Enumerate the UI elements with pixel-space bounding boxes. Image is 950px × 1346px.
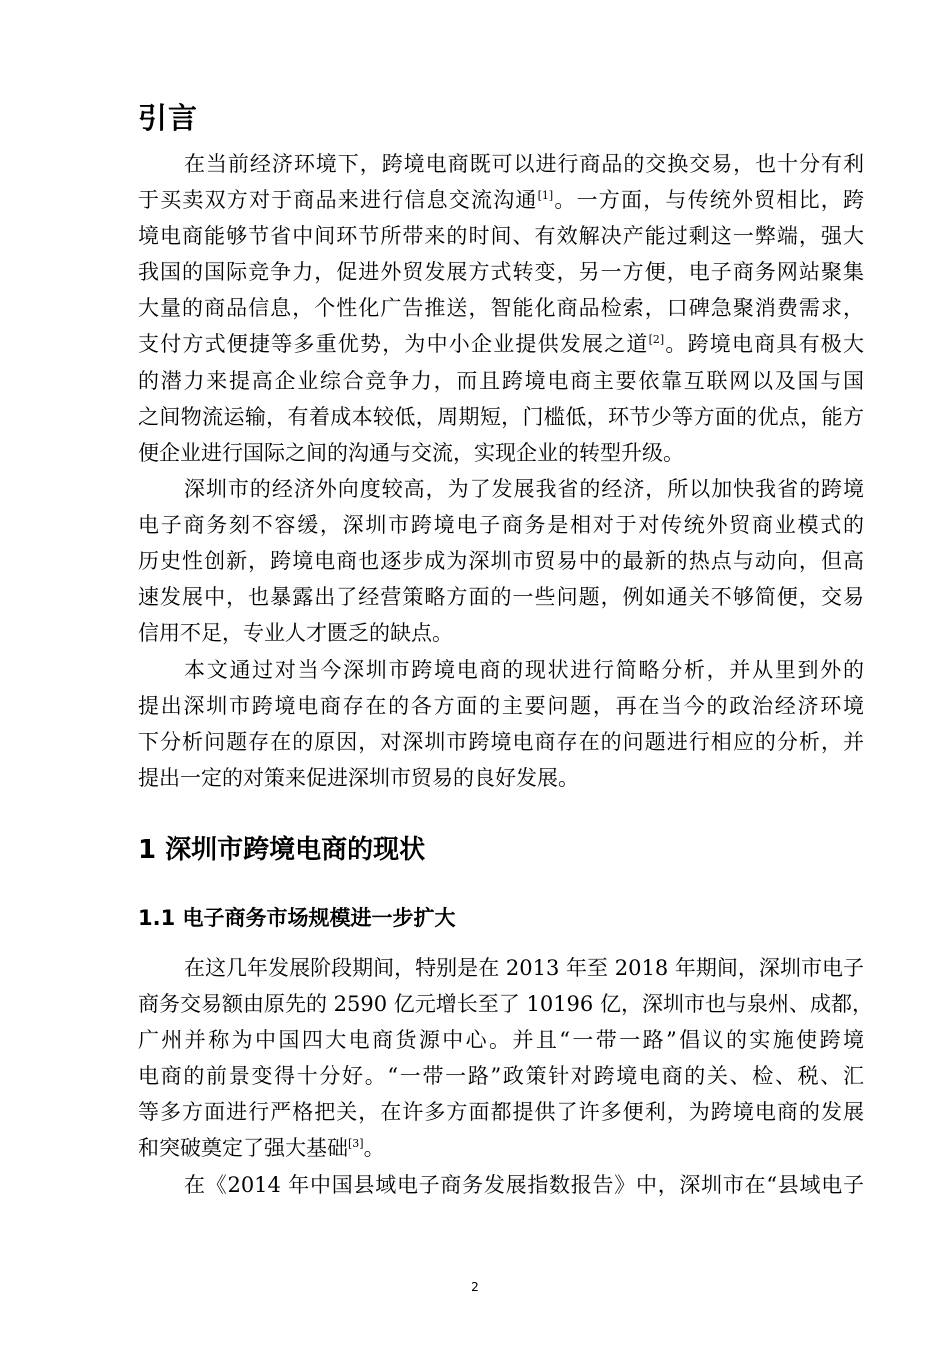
intro-paragraph-2: [138, 471, 864, 651]
section-paragraph-1: [138, 950, 873, 1167]
intro-paragraph-3: [138, 652, 864, 796]
text-line: 本文通过对当今深圳市跨境电商的现状进行简略分析，并从里到外的: [184, 658, 864, 682]
text-line: 和突破奠定了强大基础[3]。: [138, 1136, 385, 1161]
citation-ref-3[interactable]: [3]: [348, 1137, 364, 1151]
text-line: 历史性创新，跨境电商也逐步成为深圳市贸易中的最新的热点与动向，但高: [138, 549, 864, 574]
text-line: 广州并称为中国四大电商货源中心。并且“一带一路”倡议的实施使跨境: [138, 1028, 864, 1053]
text-line: 速发展中，也暴露出了经营策略方面的一些问题，例如通关不够简便，交易: [138, 585, 864, 610]
text-line: 提出一定的对策来促进深圳市贸易的良好发展。: [138, 766, 579, 791]
citation-ref-1[interactable]: [1]: [537, 189, 554, 203]
section-paragraph-2: [138, 1167, 864, 1203]
text-line: 于买卖双方对于商品来进行信息交流沟通[1]。一方面，与传统外贸相比，跨: [138, 188, 865, 213]
subsection-heading: 1.1 电子商务市场规模进一步扩大: [138, 906, 456, 930]
text-line: 支付方式便捷等多重优势，为中小企业提供发展之道[2]。跨境电商具有极大: [138, 332, 865, 357]
text-line: 提出深圳市跨境电商存在的各方面的主要问题，再在当今的政治经济环境: [138, 694, 864, 719]
text-line: 我国的国际竞争力，促进外贸发展方式转变，另一方便，电子商务网站聚集: [138, 260, 864, 285]
section-heading: 1 深圳市跨境电商的现状: [138, 835, 426, 865]
citation-ref-2[interactable]: [2]: [648, 333, 665, 347]
text-line: 在《2014 年中国县域电子商务发展指数报告》中，深圳市在“县域电子: [184, 1173, 864, 1197]
page-title: 引言: [138, 101, 199, 135]
intro-paragraph-1: [138, 146, 864, 471]
text-line: 在当前经济环境下，跨境电商既可以进行商品的交换交易，也十分有利: [184, 152, 864, 176]
text-line: 信用不足，专业人才匮乏的缺点。: [138, 621, 453, 646]
text-line: 境电商能够节省中间环节所带来的时间、有效解决产能过剩这一弊端，强大: [138, 224, 864, 249]
text-line: 便企业进行国际之间的沟通与交流，实现企业的转型升级。: [138, 440, 684, 465]
text-line: 在这几年发展阶段期间，特别是在 2013 年至 2018 年期间，深圳市电子: [184, 956, 864, 980]
text-line: 的潜力来提高企业综合竞争力，而且跨境电商主要依靠互联网以及国与国: [138, 368, 864, 393]
text-line: 大量的商品信息，个性化广告推送，智能化商品检索，口碑急聚消费需求，: [138, 296, 864, 321]
text-line: 等多方面进行严格把关，在许多方面都提供了许多便利，为跨境电商的发展: [138, 1100, 864, 1125]
text-line: 深圳市的经济外向度较高，为了发展我省的经济，所以加快我省的跨境: [184, 477, 864, 501]
text-line: 电子商务刻不容缓，深圳市跨境电子商务是相对于对传统外贸商业模式的: [138, 513, 864, 538]
text-line: 之间物流运输，有着成本较低，周期短，门槛低，环节少等方面的优点，能方: [138, 404, 864, 429]
page-number: 2: [471, 1280, 479, 1294]
text-line: 下分析问题存在的原因，对深圳市跨境电商存在的问题进行相应的分析，并: [138, 730, 864, 755]
text-line: 电商的前景变得十分好。“一带一路”政策针对跨境电商的关、检、税、汇: [138, 1064, 864, 1089]
text-line: 商务交易额由原先的 2590 亿元增长至了 10196 亿，深圳市也与泉州、成都，: [138, 992, 873, 1017]
